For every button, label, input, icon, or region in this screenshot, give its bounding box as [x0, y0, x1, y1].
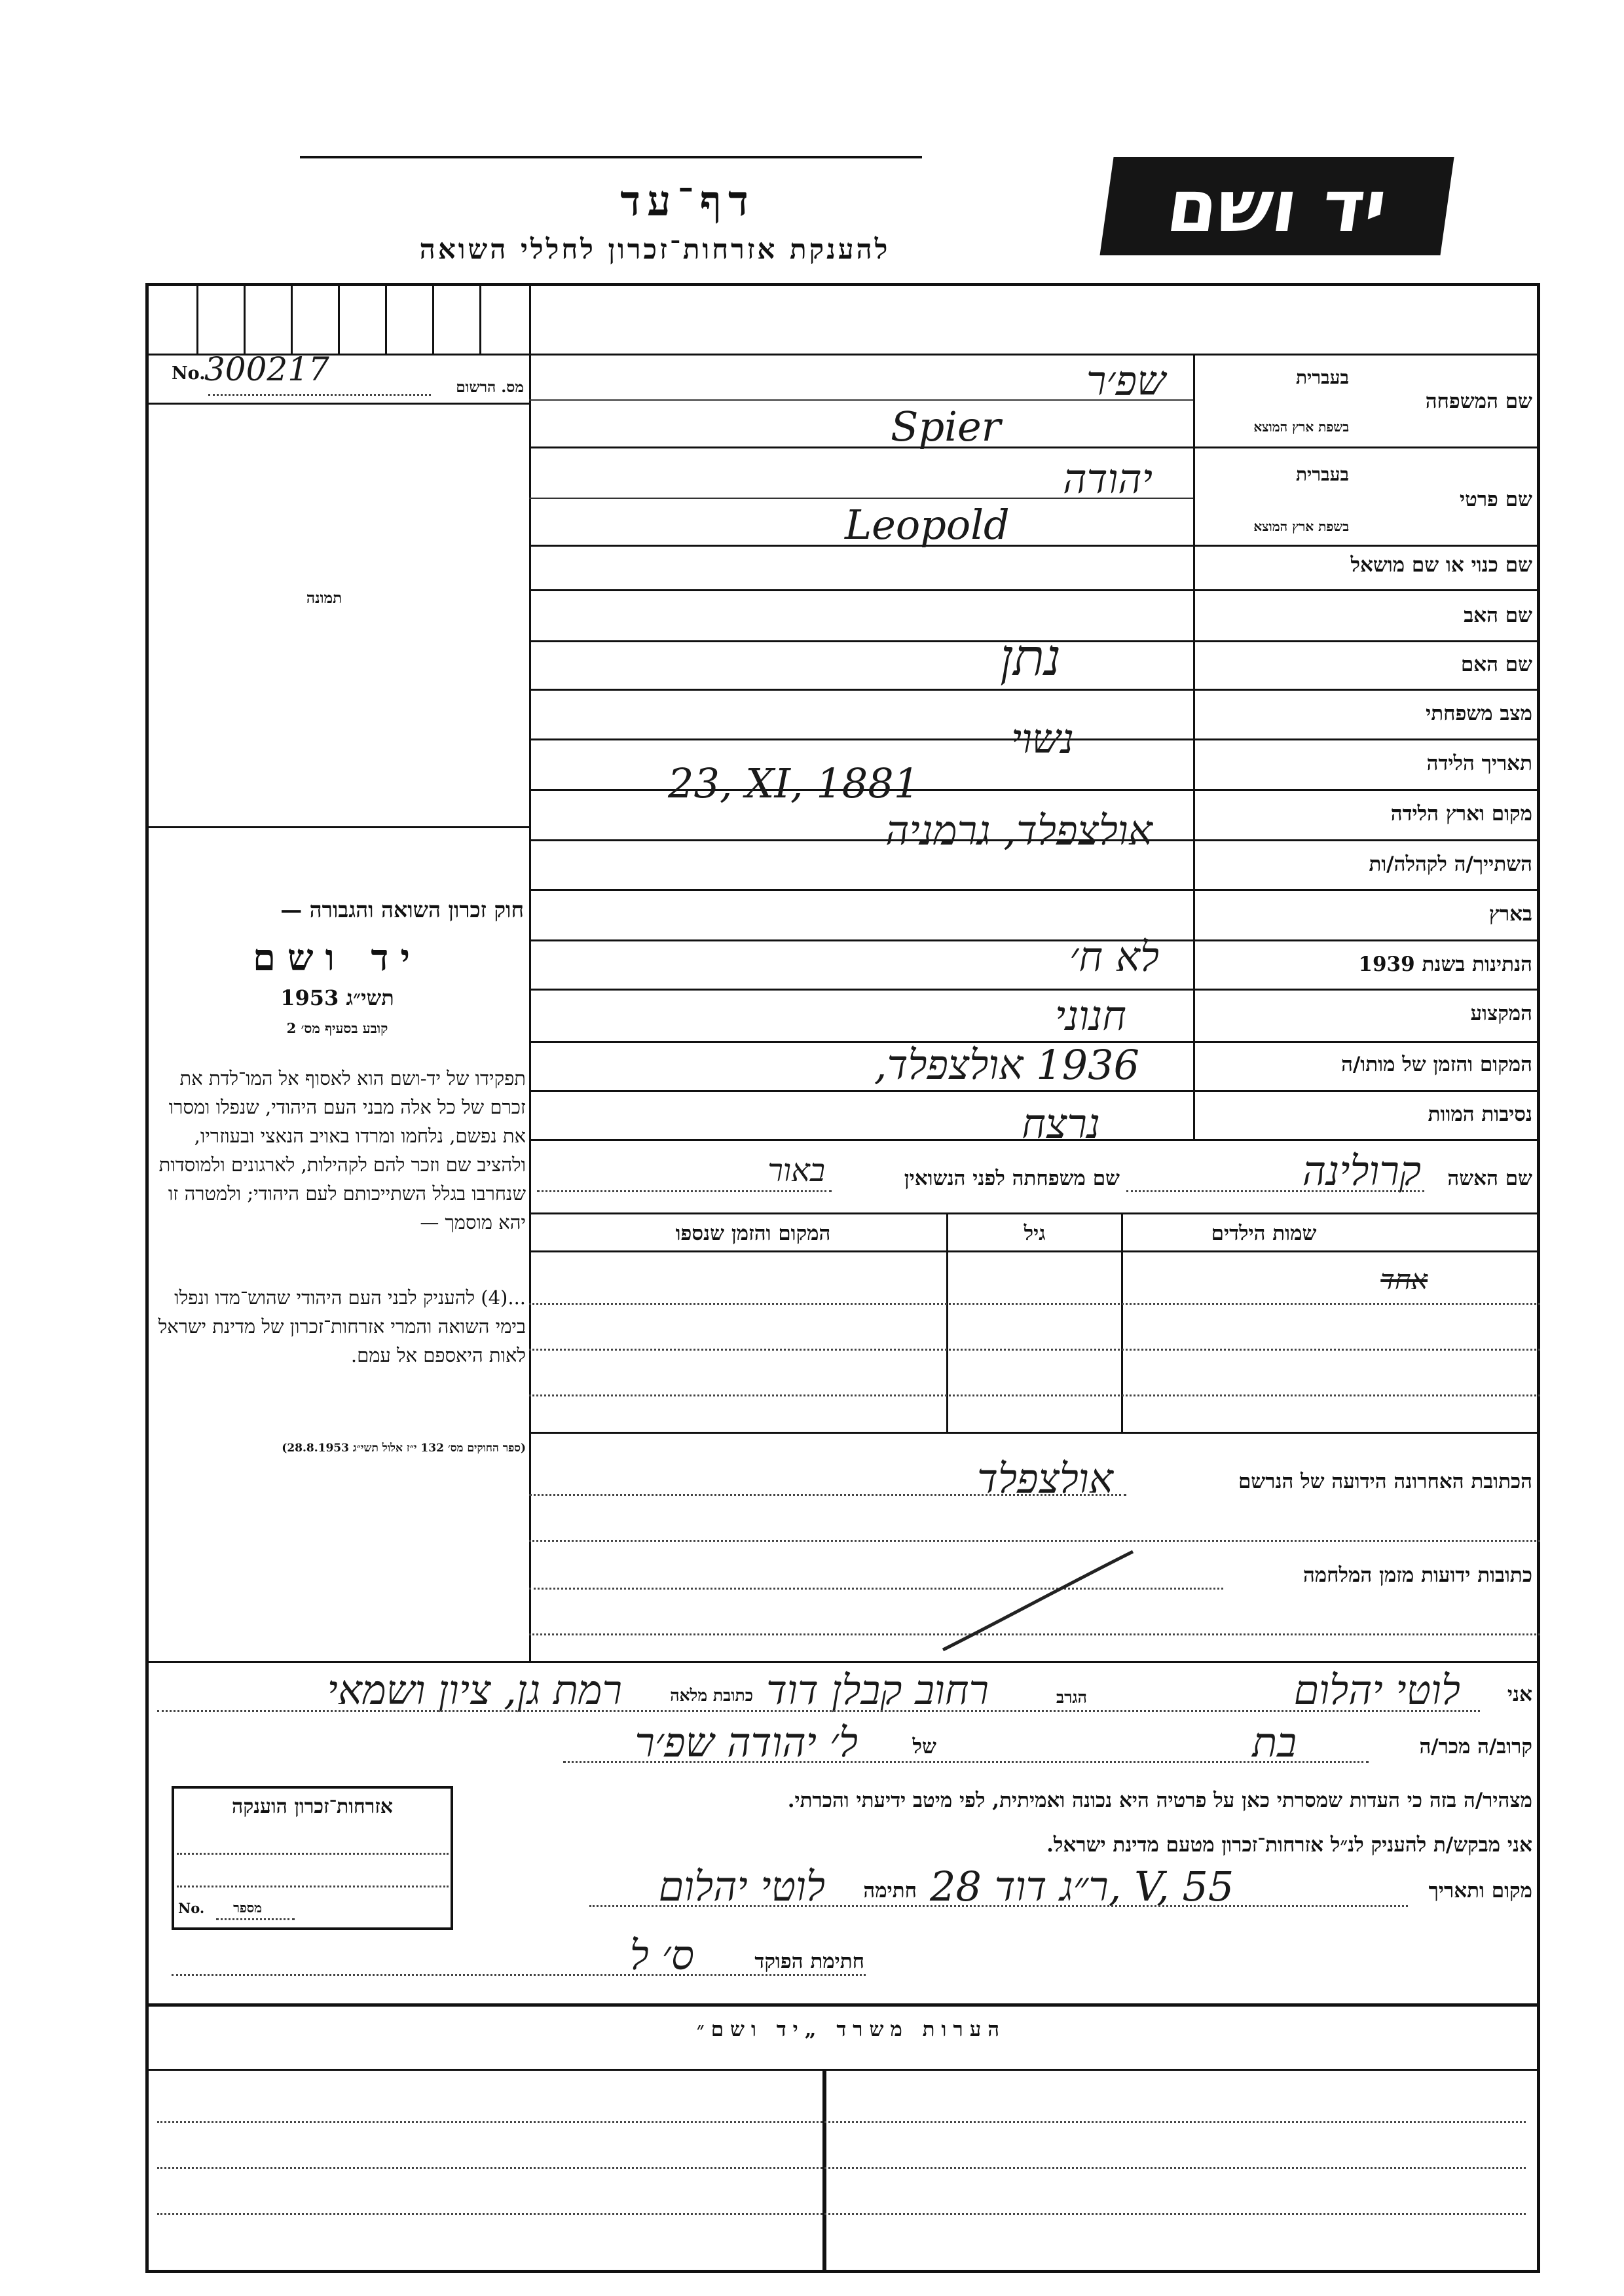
notes-line: [157, 2167, 1526, 2169]
wartime-addresses-label: כתובות ידועות מזמן המלחמה: [1302, 1563, 1532, 1587]
community-label: השתייך/ה לקהלה/ות: [1369, 852, 1532, 876]
page-subtitle: להענקת אזרחות־זכרון לחללי השואה: [419, 233, 891, 265]
declaration-top-divider: [145, 1661, 1540, 1663]
label-column-divider: [1193, 354, 1195, 1139]
wife-maiden-line: [537, 1190, 832, 1192]
death-cause-value: נרצח: [1022, 1100, 1100, 1148]
relation-label: קרוב/ה מכר/ה: [1419, 1735, 1532, 1758]
children-header-divider: [529, 1250, 1540, 1252]
children-row-line: [529, 1303, 1540, 1305]
law-title: חוק זכרון השואה והגבורה —: [280, 897, 524, 922]
marital-label: מצב משפחתי: [1426, 702, 1532, 725]
children-top-divider: [529, 1212, 1540, 1214]
relation-line: [563, 1761, 1369, 1763]
relation-value: בת: [1252, 1719, 1297, 1766]
declaration-text: מצהיר/ה בזה כי העדות שמסרתי כאן על פרטיה היא נכונה ואמיתית, לפי מיטב ידיעתי והכרתי.: [787, 1789, 1532, 1812]
wife-label: שם האשה: [1447, 1167, 1532, 1190]
registration-no-prefix: No.: [172, 363, 206, 384]
child-1-name: אחד: [1380, 1264, 1428, 1296]
id-box-divider: [291, 283, 293, 354]
page-title: דף־עד: [620, 177, 755, 226]
signature-value: לוטי יהלום: [658, 1863, 825, 1910]
last-address-value: אולצפלד: [976, 1455, 1113, 1503]
address-extra-line: [529, 1540, 1540, 1542]
row-divider: [529, 889, 1540, 891]
registration-no-value: 300217: [204, 350, 329, 388]
first-name-native-label: בשפת ארץ המוצא: [1253, 519, 1349, 534]
inspector-line: [172, 1974, 866, 1976]
row-divider: [529, 989, 1540, 991]
notes-header-divider: [145, 2069, 1540, 2071]
registration-label: מס. הרשום: [456, 378, 524, 396]
family-name-native-label: בשפת ארץ המוצא: [1253, 419, 1349, 435]
row-divider: [529, 545, 1540, 547]
notes-top-divider: [145, 2003, 1540, 2007]
request-text: אני מבקש/ת להעניק לנ״ל אזרחות־זכרון מטעם מדינת ישראל.: [1046, 1833, 1532, 1857]
id-box-divider: [432, 283, 434, 354]
stamp-box-number-line: [216, 1918, 295, 1920]
place-date-label: מקום ותאריך: [1428, 1879, 1532, 1903]
inspector-value: ס׳ ל: [629, 1931, 694, 1979]
relation-of-label: של: [912, 1735, 936, 1758]
id-box-divider: [244, 283, 246, 354]
family-name-label: שם המשפחה: [1425, 390, 1532, 413]
death-place-time-value: 1936 אולצפלד,: [874, 1041, 1139, 1089]
notes-center-divider: [822, 2069, 826, 2272]
profession-label: המקצוע: [1470, 1002, 1532, 1025]
left-column-divider: [529, 283, 531, 1661]
relation-of-value: ל׳ יהודה שפ׳ר: [635, 1719, 858, 1766]
birth-date-label: תאריך הלידה: [1426, 752, 1532, 775]
profession-value: חנוני: [1054, 992, 1126, 1040]
inspector-label: חתימת הפוקד: [754, 1950, 864, 1973]
family-name-native-value: Spier: [891, 403, 1001, 450]
last-address-label: הכתובת האחרונה הידועה של הנרשם: [1238, 1470, 1532, 1493]
first-name-label: שם פרטי: [1459, 488, 1532, 511]
top-strip-divider: [145, 354, 1540, 355]
row-divider: [529, 589, 1540, 591]
row-divider: [529, 689, 1540, 691]
declarant-i-label: אני: [1507, 1683, 1532, 1706]
law-note: קובע בסעיף מס׳ 2: [286, 1020, 388, 1036]
law-paragraph-2: ...(4) להעניק לבני העם היהודי שהוש־מדו ונפלו בימי השואה והמרי אזרחות־זכרון של מדינת ישראל לאות היאספם אל עמם.: [158, 1286, 526, 1366]
birth-date-value: 23, XI, 1881: [668, 759, 920, 807]
father-label: שם האב: [1464, 604, 1532, 627]
death-place-time-label: המקום והזמן של מותו/ה: [1341, 1053, 1532, 1076]
stamp-box-title: אזרחות־זכרון הוענקה: [231, 1795, 394, 1818]
stamp-box-line: [177, 1853, 449, 1855]
law-name: יד ושם: [252, 936, 422, 979]
first-name-hebrew-value: יהודה: [1063, 455, 1153, 503]
death-cause-label: נסיבות המוות: [1428, 1102, 1532, 1126]
id-box-divider: [196, 283, 198, 354]
row-divider: [529, 1090, 1540, 1092]
declarant-rabbi-text: הגרב: [1056, 1688, 1087, 1707]
declarant-address-value2: רמת גן, ציון ושמאי: [327, 1666, 622, 1714]
id-box-divider: [385, 283, 387, 354]
declarant-line: [157, 1710, 1480, 1712]
children-row-line: [529, 1349, 1540, 1351]
children-bottom-divider: [529, 1432, 1540, 1434]
children-col-divider: [1121, 1212, 1123, 1432]
children-header-age: גיל: [1024, 1222, 1046, 1245]
law-year: תשי״ג 1953: [280, 985, 394, 1010]
nickname-label: שם כנוי או שם מושאל: [1350, 553, 1532, 577]
stamp-box-no-prefix: No.: [178, 1900, 205, 1916]
id-box-divider: [338, 283, 340, 354]
declarant-name: לוטי יהלום: [1293, 1666, 1460, 1714]
children-col-divider: [946, 1212, 948, 1432]
yad-vashem-logo: יד ושם: [1099, 157, 1454, 255]
place-date-value: ר״ג דוד 28, V, 55: [930, 1863, 1234, 1910]
children-header-place-time: המקום והזמן שנספו: [675, 1222, 831, 1245]
children-row-line: [529, 1394, 1540, 1396]
wife-maiden-value: באור: [767, 1152, 825, 1189]
first-name-hebrew-label: בעברית: [1295, 464, 1349, 485]
header-rule: [300, 156, 922, 165]
place-date-line: [589, 1905, 1408, 1907]
law-paragraph-1: תפקידו של יד-ושם הוא לאסוף אל המו־לדת את זכרם של כל אלה מבני העם היהודי, שנפלו ומסרו את נפשם, נלחמו ומרדו באויב הנאצי ובעוזריו, ולהציב שם וזכר להם לקהילות, לארגונים ולמוסדות שנחרבו בגלל השתייכותם לעם היהודי; ולמטרה זו יהא מוסמך —: [158, 1067, 526, 1233]
family-name-hebrew-value: שפ׳ר: [1086, 357, 1166, 405]
mother-label: שם האם: [1460, 653, 1532, 676]
cross-out-stroke: [936, 1545, 1146, 1656]
notes-line: [157, 2121, 1526, 2123]
signature-label: חתימה: [863, 1879, 917, 1903]
father-value: נתן: [1000, 629, 1061, 687]
first-name-native-value: Leopold: [845, 501, 1010, 549]
nationality-value: לא ח׳: [1069, 933, 1159, 981]
declarant-address-label: כתובת מלאה: [670, 1686, 753, 1705]
notes-line: [157, 2213, 1526, 2215]
children-header-names: שמות הילדים: [1211, 1222, 1317, 1245]
office-notes-label: הערות משרד „יד ושם״: [696, 2018, 1006, 2041]
family-name-hebrew-label: בעברית: [1295, 367, 1349, 388]
registration-no-line: [208, 394, 431, 396]
birth-place-label: מקום וארץ הלידה: [1390, 802, 1532, 826]
nationality-label: הנתינות בשנת 1939: [1358, 953, 1532, 976]
photo-label: תמונה: [306, 589, 342, 607]
wife-value: קרולינה: [1302, 1147, 1421, 1195]
wife-maiden-label: שם משפחתה לפני הנשואין: [904, 1167, 1120, 1190]
stamp-box-number-label: מספר: [233, 1900, 262, 1916]
stamp-box-line: [177, 1886, 449, 1887]
last-address-line: [529, 1494, 1126, 1496]
photo-divider: [145, 826, 529, 828]
birth-place-value: אולצפלד, גרמניה: [885, 807, 1153, 854]
registration-divider: [145, 403, 529, 405]
law-citation: (ספר החוקים מס׳ 132 י״ז אלול תשי״ג 28.8.1953): [282, 1442, 526, 1455]
country-label: בארץ: [1488, 902, 1532, 926]
row-divider: [529, 446, 1540, 448]
wife-line: [1126, 1190, 1424, 1192]
declarant-address-value: רחוב קבלן דוד: [766, 1666, 989, 1714]
id-box-divider: [479, 283, 481, 354]
marital-value: נשוי: [1010, 715, 1074, 763]
